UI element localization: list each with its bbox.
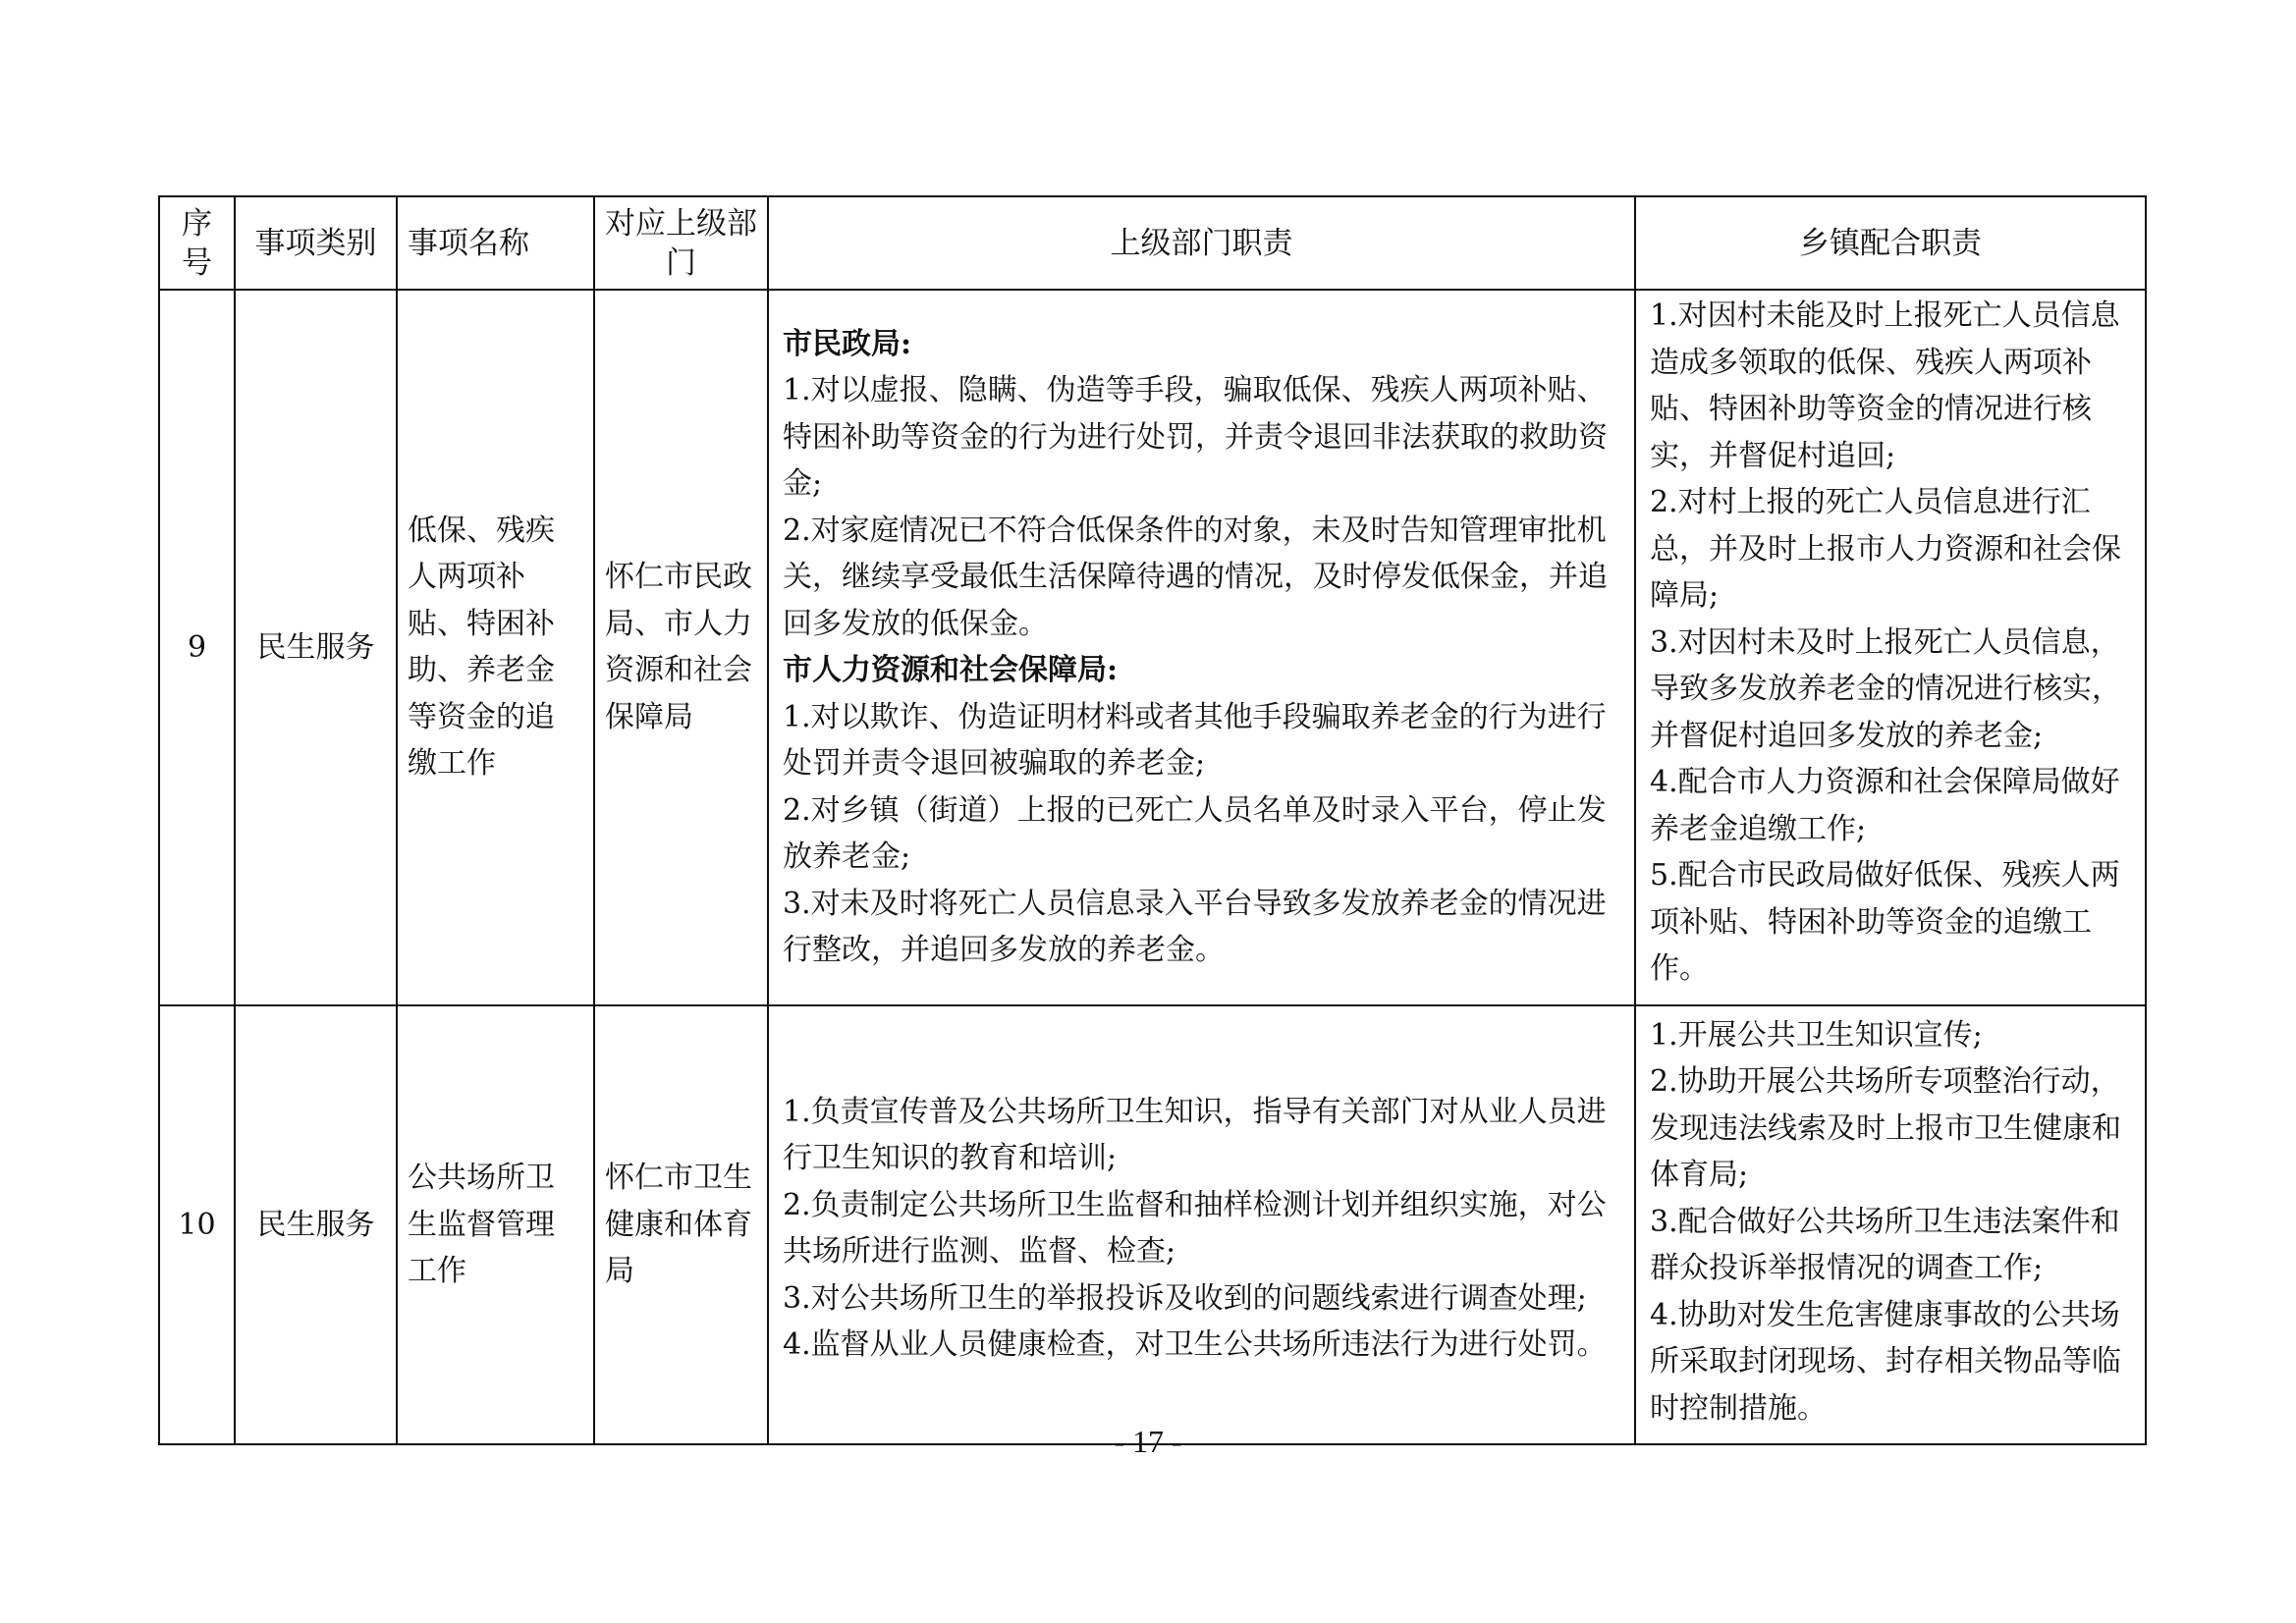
duty-heading: 市民政局: (783, 326, 912, 361)
duty-item: 1.负责宣传普及公共场所卫生知识，指导有关部门对从业人员进行卫生知识的教育和培训; (783, 1094, 1607, 1176)
town-duty-item: 1.对因村未能及时上报死亡人员信息造成多领取的低保、残疾人两项补贴、特困补助等资金的情况进行核实，并督促村追回; (1650, 298, 2120, 473)
header-category: 事项类别 (235, 196, 397, 290)
row-town-duty (1635, 290, 2146, 1005)
table-row (159, 1005, 2146, 1445)
row-upper-duty (768, 1005, 1635, 1445)
header-seq: 序号 (159, 196, 235, 290)
row-seq: 9 (159, 290, 235, 1005)
page-number: - 17 - (1114, 1424, 1182, 1459)
row-town-duty (1635, 1005, 2146, 1445)
town-duty-item: 4.配合市人力资源和社会保障局做好养老金追缴工作; (1650, 765, 2120, 846)
duty-item: 2.对家庭情况已不符合低保条件的对象，未及时告知管理审批机关，继续享受最低生活保障待遇的情况，及时停发低保金，并追回多发放的低保金。 (783, 513, 1608, 641)
town-duty-item: 3.对因村未及时上报死亡人员信息，导致多发放养老金的情况进行核实，并督促村追回多发放的养老金; (1650, 624, 2121, 753)
row-dept: 怀仁市卫生健康和体育局 (594, 1005, 768, 1445)
table-header-row (159, 196, 2146, 290)
duty-item: 3.对公共场所卫生的举报投诉及收到的问题线索进行调查处理; (783, 1280, 1587, 1316)
duty-table (158, 195, 2147, 1445)
row-category: 民生服务 (235, 1005, 397, 1445)
header-upper-duty: 上级部门职责 (768, 196, 1635, 290)
duty-item: 1.对以欺诈、伪造证明材料或者其他手段骗取养老金的行为进行处罚并责令退回被骗取的养老金; (783, 699, 1607, 782)
header-town-duty: 乡镇配合职责 (1635, 196, 2146, 290)
duty-heading: 市人力资源和社会保障局: (783, 653, 1119, 688)
row-upper-duty (768, 290, 1635, 1005)
row-item-name: 公共场所卫生监督管理工作 (397, 1005, 594, 1445)
duty-item: 2.负责制定公共场所卫生监督和抽样检测计划并组织实施，对公共场所进行监测、监督、检查; (783, 1187, 1607, 1270)
town-duty-item: 2.协助开展公共场所专项整治行动，发现违法线索及时上报市卫生健康和体育局; (1650, 1064, 2121, 1192)
row-category: 民生服务 (235, 290, 397, 1005)
duty-item: 1.对以虚报、隐瞒、伪造等手段，骗取低保、残疾人两项补贴、特困补助等资金的行为进行处罚，并责令退回非法获取的救助资金; (783, 373, 1608, 502)
row-item-name: 低保、残疾人两项补贴、特困补助、养老金等资金的追缴工作 (397, 290, 594, 1005)
town-duty-item: 1.开展公共卫生知识宣传; (1650, 1017, 1983, 1053)
town-duty-item: 5.配合市民政局做好低保、残疾人两项补贴、特困补助等资金的追缴工作。 (1650, 858, 2120, 986)
header-dept: 对应上级部门 (594, 196, 768, 290)
row-seq: 10 (159, 1005, 235, 1445)
duty-item: 3.对未及时将死亡人员信息录入平台导致多发放养老金的情况进行整改，并追回多发放的养老金。 (783, 886, 1607, 968)
duty-item: 2.对乡镇（街道）上报的已死亡人员名单及时录入平台，停止发放养老金; (783, 792, 1607, 875)
town-duty-item: 3.配合做好公共场所卫生违法案件和群众投诉举报情况的调查工作; (1650, 1204, 2120, 1285)
row-dept: 怀仁市民政局、市人力资源和社会保障局 (594, 290, 768, 1005)
duty-item: 4.监督从业人员健康检查，对卫生公共场所违法行为进行处罚。 (783, 1327, 1607, 1363)
table-row (159, 290, 2146, 1005)
town-duty-item: 2.对村上报的死亡人员信息进行汇总，并及时上报市人力资源和社会保障局; (1650, 485, 2121, 613)
town-duty-item: 4.协助对发生危害健康事故的公共场所采取封闭现场、封存相关物品等临时控制措施。 (1650, 1297, 2121, 1426)
header-name: 事项名称 (397, 196, 594, 290)
